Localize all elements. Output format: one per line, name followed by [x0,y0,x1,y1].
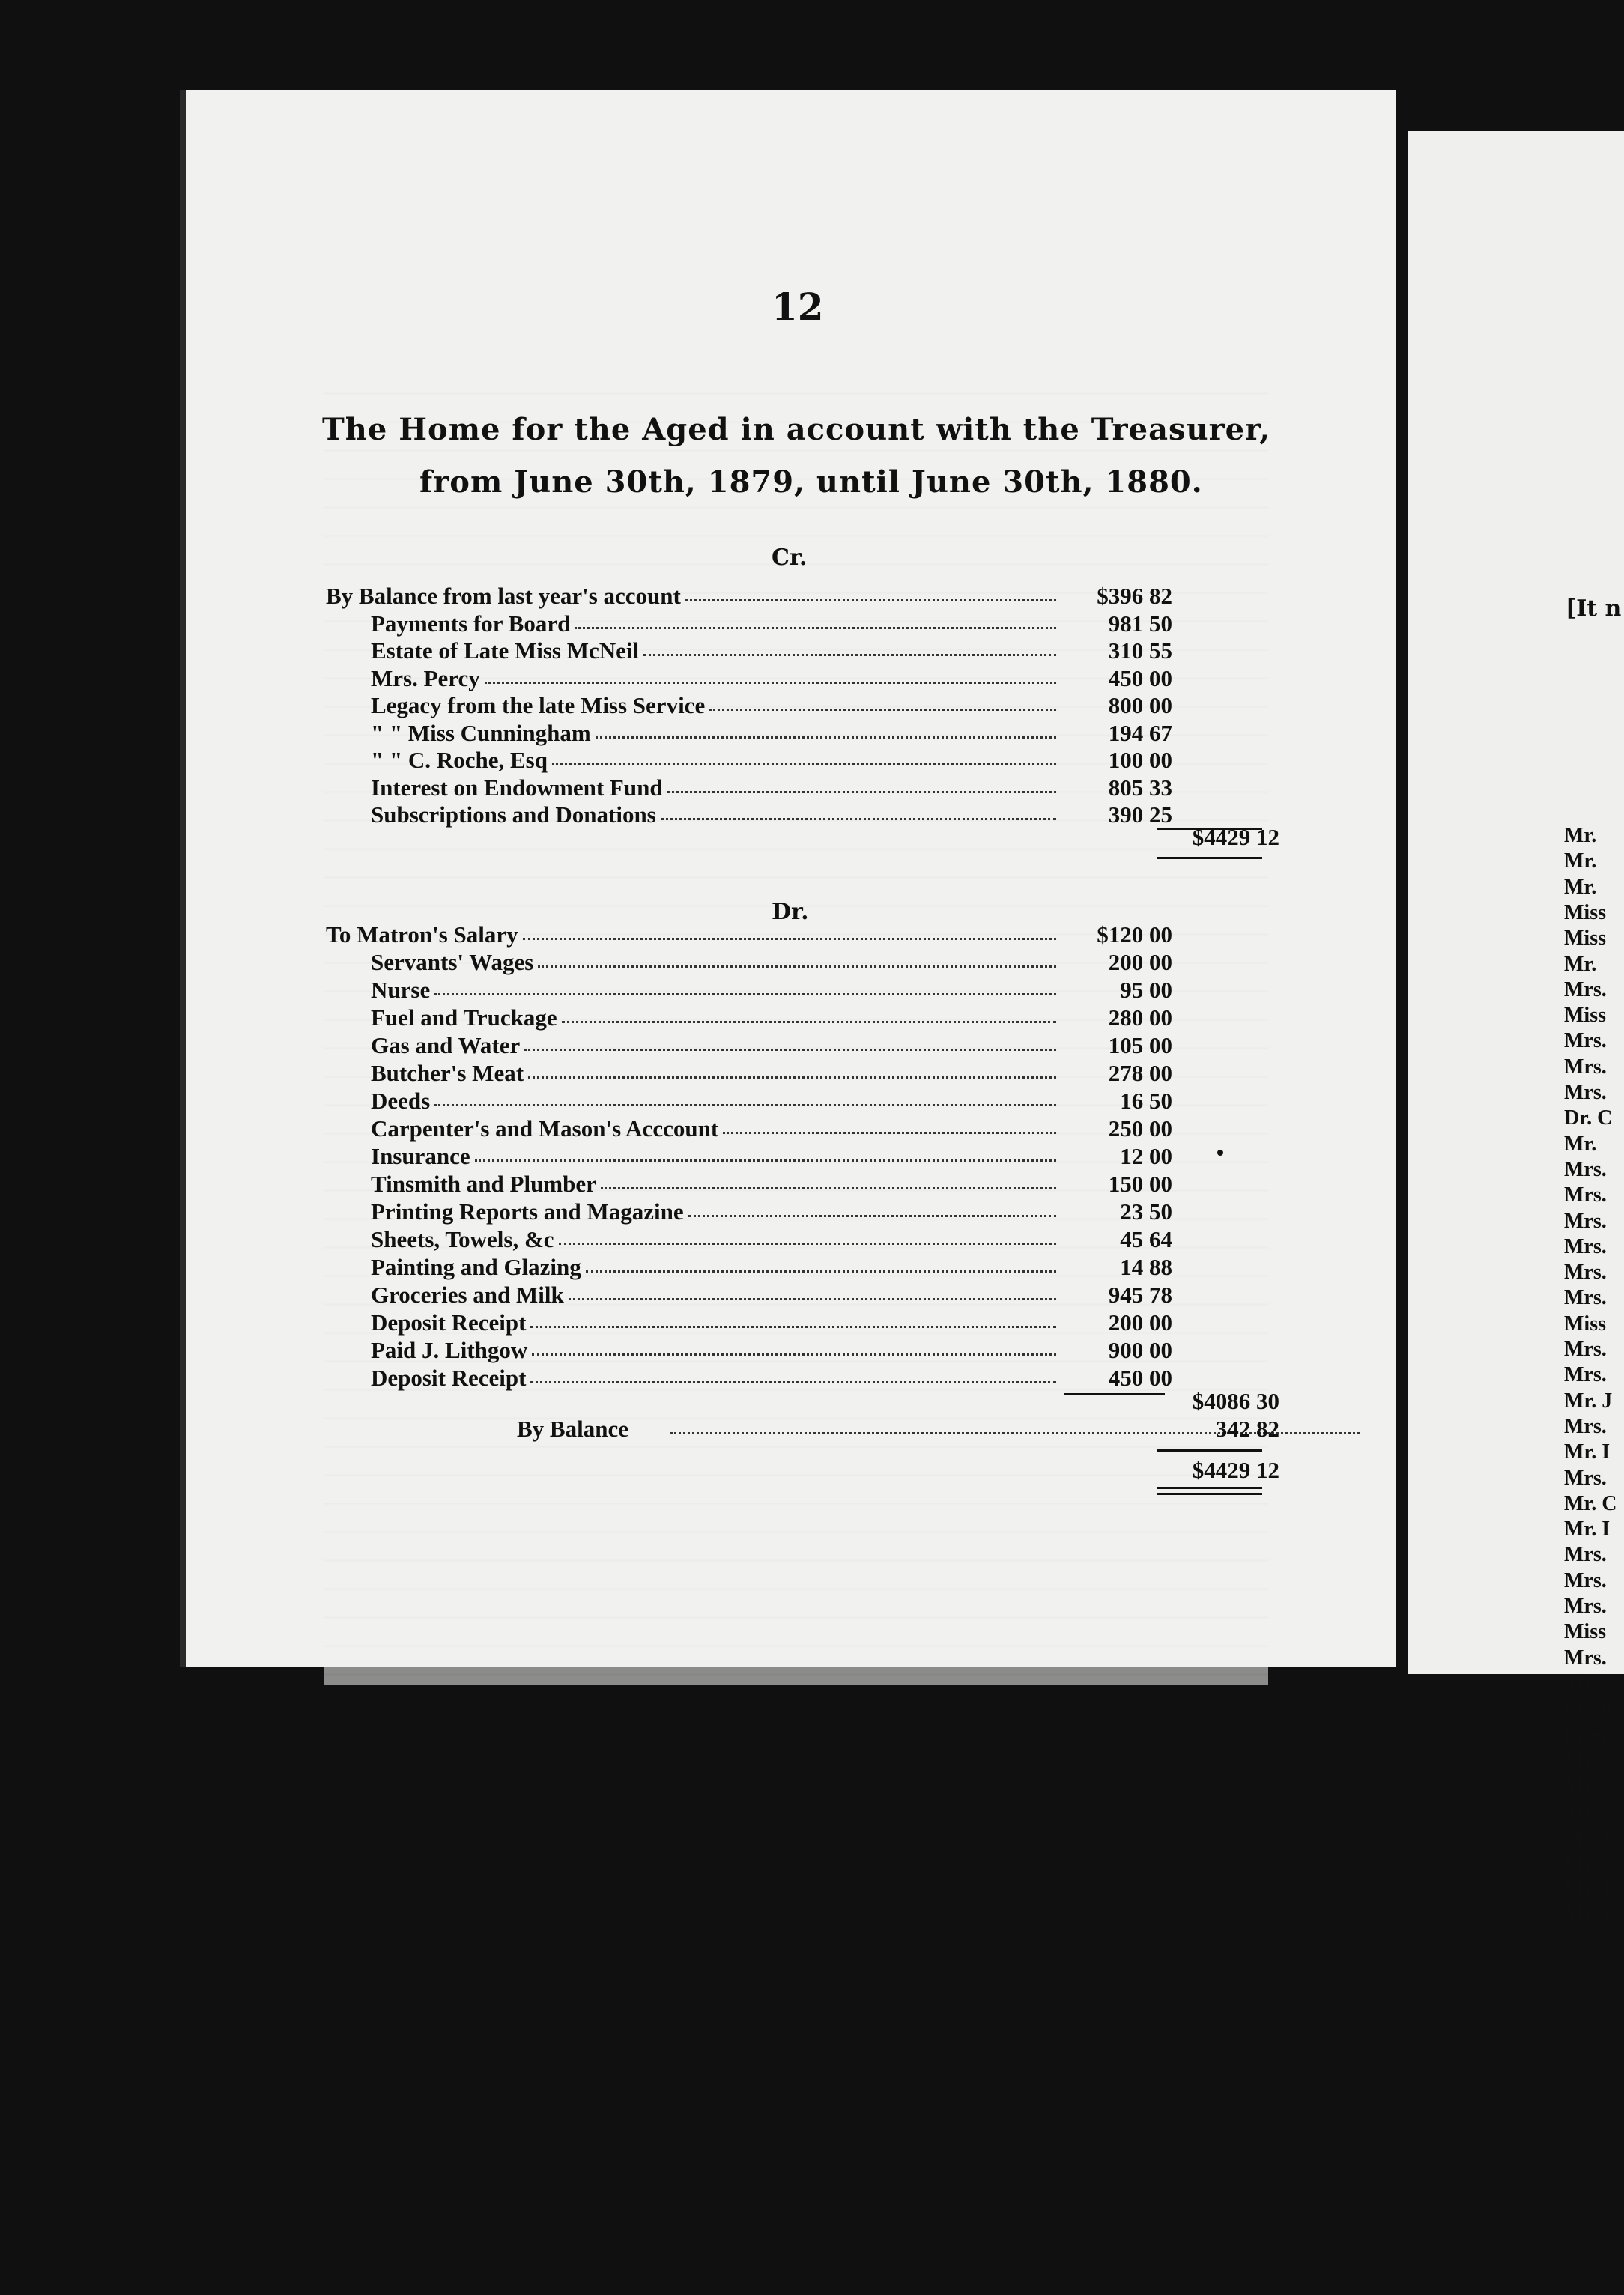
right-page-name: Mrs. [1564,1157,1607,1181]
leader-dots [475,1143,1056,1162]
ledger-row [315,1143,1288,1170]
ledger-row [315,1115,1288,1142]
ledger-row-label: Mrs. Percy [371,664,480,691]
debit-total-rule-top [1157,1449,1262,1452]
leader-dots [530,1309,1056,1328]
leader-dots [559,1226,1056,1245]
ledger-row-label: " " Miss Cunningham [371,719,591,746]
ledger-row [315,1282,1288,1309]
right-page-name: Mr. I [1564,1877,1611,1901]
leader-dots [596,720,1056,739]
right-page-name: Mrs. [1564,1055,1607,1079]
ledger-row [315,1309,1288,1336]
ledger-row-label: Insurance [371,1143,470,1169]
ledger-row [315,774,1288,801]
leader-dots [562,1004,1056,1023]
balance-row [315,1416,1288,1443]
leader-dots [552,747,1056,765]
ledger-row-amount: 310 55 [1108,637,1172,664]
ledger-row [315,747,1288,774]
ledger-row [315,977,1288,1004]
right-page-name: Mrs. [1564,1646,1607,1670]
ledger-row [315,665,1288,692]
debit-subtotal: $4086 30 [1192,1388,1279,1414]
debit-subtotal-row [315,1388,1288,1415]
ledger-row-label: Carpenter's and Mason's Acccount [371,1115,719,1142]
ledger-row-amount: 150 00 [1108,1171,1172,1197]
right-page-name: Mr. I [1564,1440,1611,1464]
leader-dots [667,774,1056,793]
debit-total-rule-double [1157,1493,1262,1495]
leader-dots [434,977,1056,995]
leader-dots [530,1365,1056,1383]
ledger-row [315,583,1288,610]
ledger-row-amount: 95 00 [1120,977,1172,1003]
ledger-row-label: Nurse [371,977,431,1003]
ledger-row-label: Fuel and Truckage [371,1004,557,1031]
ledger-row-amount: 14 88 [1120,1254,1172,1280]
ledger-row-label: " " C. Roche, Esq [371,747,548,773]
right-page-name: Miss [1564,1004,1606,1028]
leader-dots [685,583,1056,601]
ledger-row-amount: 945 78 [1108,1282,1172,1308]
ledger-row-label: Payments for Board [371,610,571,637]
ledger-row [315,692,1288,719]
right-page-name: Mr. [1564,1132,1597,1156]
right-page-name: Mrs. [1564,1852,1607,1875]
ledger-row-amount: 200 00 [1108,949,1172,975]
ledger-row-label: Sheets, Towels, &c [371,1226,554,1252]
ledger-row-label: Butcher's Meat [371,1060,524,1086]
debit-total: $4429 12 [1192,1457,1279,1483]
right-page-name: Mrs. [1564,1363,1607,1387]
right-page-name: Mr. J [1564,1389,1613,1413]
leader-dots [709,692,1056,711]
ledger-row-amount: 800 00 [1108,692,1172,718]
leader-dots [523,921,1056,940]
ledger-row [315,637,1288,664]
right-page-name: Miss [1564,900,1606,924]
ledger-row [315,1337,1288,1364]
balance-amount: 342 82 [1215,1416,1279,1442]
ledger-row [315,921,1288,948]
right-page-name: Mrs. [1564,1183,1607,1207]
right-page-name: Mr. I [1564,1903,1611,1926]
ledger-row-amount: 23 50 [1120,1198,1172,1225]
right-page-name: Mrs. [1564,1595,1607,1618]
right-page-name: Miss [1564,1620,1606,1644]
ledger-row-amount: 12 00 [1120,1143,1172,1169]
ledger-row-label: Deposit Receipt [371,1365,527,1391]
ledger-row-label: Gas and Water [371,1032,521,1058]
right-page-name: Miss [1564,927,1606,951]
leader-dots [688,1198,1056,1217]
ledger-row-label: Paid J. Lithgow [371,1337,528,1363]
ledger-row [315,1171,1288,1198]
ledger-row-label: Servants' Wages [371,949,534,975]
ledger-row-amount: 45 64 [1120,1226,1172,1252]
ledger-row-amount: 194 67 [1108,719,1172,746]
right-page-name: Mrs. [1564,1568,1607,1592]
right-page-name: Frien [1564,1723,1614,1747]
ledger-row-amount: $396 82 [1097,583,1172,609]
ledger-row [315,949,1288,976]
ledger-row-amount: 16 50 [1120,1088,1172,1114]
right-page-name: Mrs. [1564,1774,1607,1798]
account-title-line1: The Home for the Aged in account with the Treasurer, [322,412,1271,447]
leader-dots [532,1337,1056,1356]
leader-dots [538,949,1056,968]
right-page-name: Mrs. [1564,1338,1607,1361]
ledger-row-label: Painting and Glazing [371,1254,581,1280]
right-page-name: Mrs. [1564,1286,1607,1310]
right-page-name: Mrs. [1564,1081,1607,1104]
ledger-row-label: By Balance from last year's account [326,583,681,609]
right-page-note: [It n [1566,595,1622,622]
right-page-name: Mrs. [1564,1543,1607,1567]
ledger-row [315,720,1288,747]
right-page-name: Mr. I [1564,1825,1611,1849]
ledger-row-amount: 805 33 [1108,774,1172,801]
right-page-name: Mrs. [1564,1029,1607,1053]
ledger-row [315,1032,1288,1059]
leader-dots [643,637,1056,656]
ledger-row-label: To Matron's Salary [326,921,518,948]
right-page-name: Mrs. [1564,1414,1607,1438]
right-page-name: Mrs. [1564,1748,1607,1772]
leader-dots [575,610,1056,629]
ledger-row-amount: $120 00 [1097,921,1172,948]
ledger-row [315,1226,1288,1253]
right-page-name: Mrs. [1564,977,1607,1001]
right-page-name: Dr. C [1564,1106,1613,1130]
leader-dots [528,1060,1056,1079]
ledger-row [315,610,1288,637]
leader-dots [569,1282,1056,1300]
right-page-name: Mr. [1564,824,1597,847]
right-page-name: Mr. [1564,849,1597,873]
ledger-row [315,1060,1288,1087]
ledger-row-label: Estate of Late Miss McNeil [371,637,640,664]
right-page-name: Mrs. [1564,1800,1607,1824]
ledger-row [315,1088,1288,1115]
credit-total-rule-bottom [1157,857,1262,859]
ledger-row-label: Deeds [371,1088,431,1114]
right-page-name: Mrs. [1564,1261,1607,1285]
leader-dots [586,1254,1056,1273]
ledger-row-label: Interest on Endowment Fund [371,774,663,801]
leader-dots [661,801,1056,820]
right-page-name: Mrs. [1564,1234,1607,1258]
ledger-row-label: Printing Reports and Magazine [371,1198,684,1225]
page-number: 12 [772,285,824,329]
leader-dots [601,1171,1056,1189]
ink-mark [1217,1150,1223,1156]
leader-dots [434,1088,1056,1106]
ledger-row-label: Groceries and Milk [371,1282,564,1308]
right-page-name: Mrs. [1564,1209,1607,1233]
credit-total-row [315,824,1288,851]
debit-heading: Dr. [772,899,809,925]
ledger-row-amount: 450 00 [1108,1365,1172,1391]
leader-dots [524,1032,1056,1051]
ledger-row-amount: 100 00 [1108,747,1172,773]
right-page-name: Mrs. [1564,1466,1607,1490]
ledger-row [315,1198,1288,1225]
debit-total-row [315,1457,1288,1484]
debit-total-rule-bottom [1157,1487,1262,1489]
credit-heading: Cr. [772,545,808,571]
ledger-row [315,1004,1288,1031]
leader-dots [723,1115,1056,1134]
ledger-row-amount: 105 00 [1108,1032,1172,1058]
balance-label: By Balance [517,1416,628,1442]
ledger-row-amount: 390 25 [1108,801,1172,828]
account-title-line2: from June 30th, 1879, until June 30th, 1880. [419,464,1203,500]
right-page-name: Mr. I [1564,1518,1611,1541]
ledger-row-label: Tinsmith and Plumber [371,1171,596,1197]
ledger-row-amount: 200 00 [1108,1309,1172,1336]
right-page-name: Mr. [1564,875,1597,899]
ledger-row-amount: 450 00 [1108,664,1172,691]
ledger-row-amount: 981 50 [1108,610,1172,637]
ledger-row-amount: 280 00 [1108,1004,1172,1031]
leader-dots [485,665,1056,684]
ledger-row [315,1254,1288,1281]
ledger-row-amount: 250 00 [1108,1115,1172,1142]
right-page-name: Mrs. [1564,1671,1607,1695]
right-page-name: Frien [1564,1697,1614,1721]
ledger-row-label: Subscriptions and Donations [371,801,656,828]
credit-total: $4429 12 [1192,824,1279,850]
ledger-row-amount: 278 00 [1108,1060,1172,1086]
ledger-row-label: Legacy from the late Miss Service [371,692,706,718]
right-page-name: Miss [1564,1312,1606,1336]
right-page-name: Mr. C [1564,1491,1617,1515]
ledger-row-label: Deposit Receipt [371,1309,527,1336]
ledger-row-amount: 900 00 [1108,1337,1172,1363]
right-page-name: Mr. [1564,952,1597,976]
